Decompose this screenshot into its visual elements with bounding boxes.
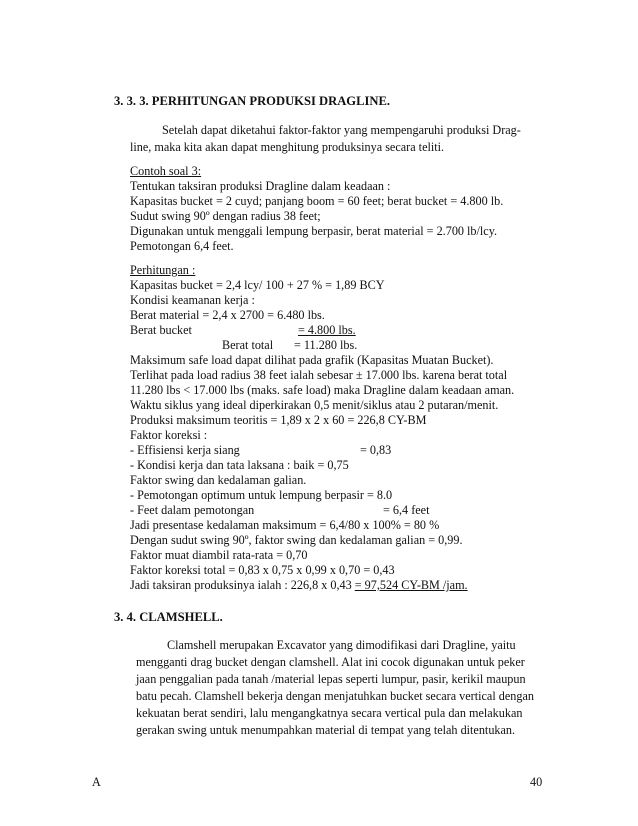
example-line: Sudut swing 90º dengan radius 38 feet; (130, 209, 321, 223)
final-line (130, 578, 468, 592)
para-line: kekuatan berat sendiri, lalu mengangkatnya secara vertical pula dan melakukan (136, 706, 523, 720)
calc-line: Faktor muat diambil rata-rata = 0,70 (130, 548, 308, 562)
calc-line: Faktor koreksi total = 0,83 x 0,75 x 0,99 x 0,70 = 0,43 (130, 563, 395, 577)
calc-line: Waktu siklus yang ideal diperkirakan 0,5 menit/siklus atau 2 putaran/menit. (130, 398, 499, 412)
calc-line: Berat material = 2,4 x 2700 = 6.480 lbs. (130, 308, 325, 322)
calc-line: Maksimum safe load dapat dilihat pada grafik (Kapasitas Muatan Bucket). (130, 353, 494, 367)
calc-line: - Kondisi kerja dan tata laksana : baik = 0,75 (130, 458, 349, 472)
para-line: mengganti drag bucket dengan clamshell. Alat ini cocok digunakan untuk peker (136, 655, 525, 669)
para-line: gerakan swing untuk menumpahkan material di tempat yang telah ditentukan. (136, 723, 516, 737)
section-heading-333: 3. 3. 3. PERHITUNGAN PRODUKSI DRAGLINE. (114, 94, 391, 108)
calc-line: Kondisi keamanan kerja : (130, 293, 255, 307)
para-line: jaan penggalian pada tanah /material lepas seperti lumpur, pasir, kerikil maupun (136, 672, 526, 686)
total-value: = 11.280 lbs. (294, 338, 358, 352)
bucket-label: Berat bucket (130, 323, 192, 337)
calc-line: Faktor koreksi : (130, 428, 208, 442)
calc-line: Jadi presentase kedalaman maksimum = 6,4/80 x 100% = 80 % (130, 518, 440, 532)
footer-left: A (92, 775, 101, 789)
calc-line: Kapasitas bucket = 2,4 lcy/ 100 + 27 % = 1,89 BCY (130, 278, 385, 292)
feet-label: - Feet dalam pemotongan (130, 503, 255, 517)
para-line: batu pecah. Clamshell bekerja dengan menjatuhkan bucket secara vertical dengan (136, 689, 534, 703)
final-result: = 97,524 CY-BM /jam. (354, 578, 468, 592)
calc-line: Faktor swing dan kedalaman galian. (130, 473, 307, 487)
eff-label: - Effisiensi kerja siang (130, 443, 240, 457)
calc-title: Perhitungan : (130, 263, 196, 277)
total-label: Berat total (222, 338, 274, 352)
bucket-value: = 4.800 lbs. (298, 323, 356, 337)
feet-value: = 6,4 feet (383, 503, 430, 517)
section-heading-34: 3. 4. CLAMSHELL. (114, 610, 223, 624)
example-line: Tentukan taksiran produksi Dragline dalam keadaan : (130, 179, 391, 193)
page-number: 40 (530, 775, 543, 789)
calc-line: Terlihat pada load radius 38 feet ialah sebesar ± 17.000 lbs. karena berat total (130, 368, 508, 382)
intro-line-1: Setelah dapat diketahui faktor-faktor yang mempengaruhi produksi Drag- (162, 123, 521, 137)
example-line: Pemotongan 6,4 feet. (130, 239, 234, 253)
final-prefix: Jadi taksiran produksinya ialah : 226,8 x 0,43 (130, 578, 355, 592)
intro-line-2: line, maka kita akan dapat menghitung produksinya secara teliti. (130, 140, 445, 154)
calc-line: - Pemotongan optimum untuk lempung berpasir = 8.0 (130, 488, 393, 502)
calc-line: Produksi maksimum teoritis = 1,89 x 2 x 60 = 226,8 CY-BM (130, 413, 427, 427)
para-line: Clamshell merupakan Excavator yang dimodifikasi dari Dragline, yaitu (167, 638, 516, 652)
example-title: Contoh soal 3: (130, 164, 202, 178)
example-line: Digunakan untuk menggali lempung berpasir, berat material = 2.700 lb/lcy. (130, 224, 498, 238)
example-line: Kapasitas bucket = 2 cuyd; panjang boom = 60 feet; berat bucket = 4.800 lb. (130, 194, 504, 208)
calc-line: 11.280 lbs < 17.000 lbs (maks. safe load) maka Dragline dalam keadaan aman. (130, 383, 515, 397)
eff-value: = 0,83 (360, 443, 392, 457)
calc-line: Dengan sudut swing 90º, faktor swing dan kedalaman galian = 0,99. (130, 533, 463, 547)
